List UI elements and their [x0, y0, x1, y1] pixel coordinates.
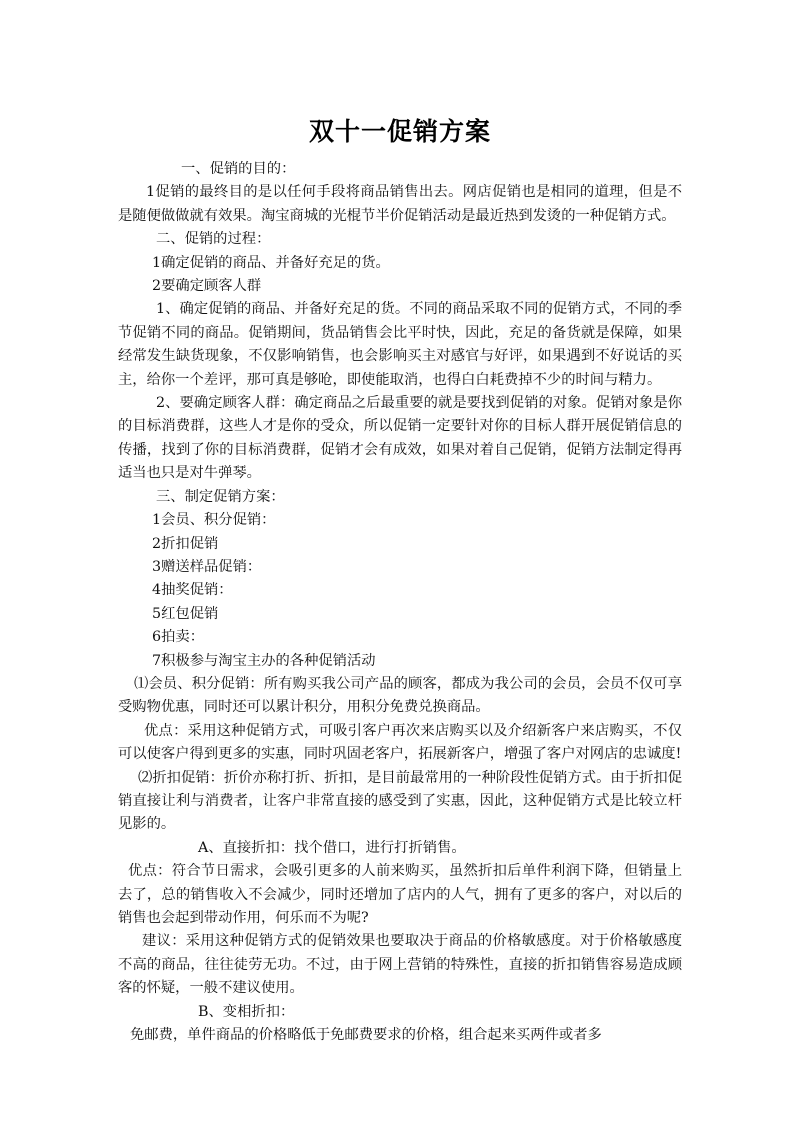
list-item: 1确定促销的商品、并备好充足的货。 — [152, 254, 390, 271]
list-item: 2要确定顾客人群 — [152, 278, 262, 295]
section-heading: 二、促销的过程： — [156, 231, 271, 248]
paragraph: 优点：符合节日需求，会吸引更多的人前来购买，虽然折扣后单件利润下降，但销量上去了，总的销售收入不会减少，同时还增加了店内的人气，拥有了更多的客户，对以后的销售也会起到带动作用，何乐而不为呢? — [118, 863, 682, 926]
paragraph: 优点：采用这种促销方式，可吸引客户再次来店购买以及介绍新客户来店购买，不仅可以使客户得到更多的实惠，同时巩固老客户，拓展新客户，增强了客户对网店的忠诚度! — [118, 722, 682, 763]
sub-heading: B、变相折扣： — [198, 1003, 295, 1020]
section-heading: 一、促销的目的： — [181, 161, 296, 177]
paragraph: 建议：采用这种促销方式的促销效果也要取决于商品的价格敏感度。对于价格敏感度不高的商品，往往徒劳无功。不过，由于网上营销的特殊性，直接的折扣销售容易造成顾客的怀疑，一般不建议使用。 — [118, 933, 682, 997]
paragraph: 免邮费，单件商品的价格略低于免邮费要求的价格，组合起来买两件或者多 — [130, 1027, 602, 1044]
list-item: 5红包促销 — [152, 605, 219, 622]
paragraph: ⑴会员、积分促销：所有购买我公司产品的顾客，都成为我公司的会员，会员不仅可享受购物优惠，同时还可以累计积分，用积分免费兑换商品。 — [118, 675, 682, 716]
list-item: 3赠送样品促销： — [152, 558, 262, 575]
paragraph: 1、确定促销的商品、并备好充足的货。不同的商品采取不同的促销方式，不同的季节促销不同的商品。促销期间，货品销售会比平时快，因此，充足的备货就是保障，如果经常发生缺货现象，不仅影响销售，也会影响买主对感官与好评，如果遇到不好说话的买主，给你一个差评，那可真是够呛，即使能取消，也得白白耗费掉不少的时间与精力。 — [118, 301, 682, 388]
document-body — [118, 158, 682, 1047]
list-item: 7积极参与淘宝主办的各种促销活动 — [152, 652, 376, 669]
list-item: 6拍卖： — [152, 629, 204, 646]
document-title: 双十一促销方案 — [308, 117, 491, 146]
paragraph: 1促销的最终目的是以任何手段将商品销售出去。网店促销也是相同的道理，但是不是随便做做就有效果。淘宝商城的光棍节半价促销活动是最近热到发烫的一种促销方式。 — [118, 184, 682, 224]
paragraph: 2、要确定顾客人群：确定商品之后最重要的就是要找到促销的对象。促销对象是你的目标消费群，这些人才是你的受众，所以促销一定要针对你的目标人群开展促销信息的传播，找到了你的目标消费群，促销才会有成效，如果对着自己促销，促销方法制定得再适当也只是对牛弹琴。 — [118, 395, 682, 482]
list-item: 1会员、积分促销： — [152, 512, 276, 529]
paragraph: ⑵折扣促销：折价亦称打折、折扣，是目前最常用的一种阶段性促销方式。由于折扣促销直接让利与消费者，让客户非常直接的感受到了实惠，因此，这种促销方式是比较立杆见影的。 — [118, 769, 682, 833]
section-heading: 三、制定促销方案： — [156, 488, 285, 505]
list-item: 4抽奖促销： — [152, 582, 233, 599]
sub-heading: A、直接折扣：找个借口，进行打折销售。 — [198, 839, 466, 856]
list-item: 2折扣促销 — [152, 535, 219, 552]
